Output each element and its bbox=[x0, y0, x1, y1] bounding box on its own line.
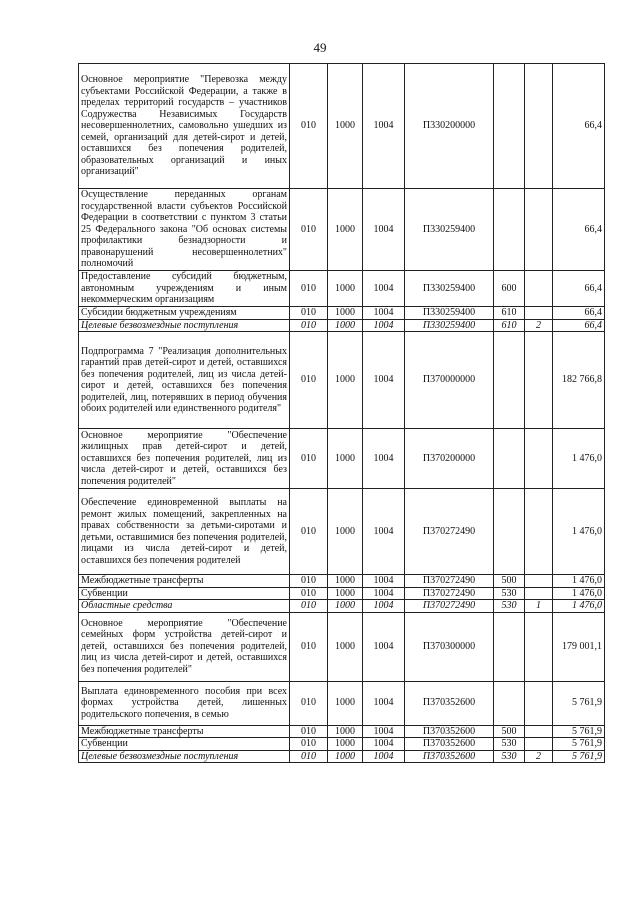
row-expense-type: 500 bbox=[494, 725, 525, 738]
row-amount: 1 476,0 bbox=[553, 489, 605, 575]
table-row bbox=[79, 575, 605, 588]
row-subitem: 1004 bbox=[363, 307, 405, 320]
row-expense-type: 600 bbox=[494, 271, 525, 307]
row-amount: 66,4 bbox=[553, 189, 605, 271]
row-expense-type bbox=[494, 489, 525, 575]
row-target-article: П370272490 bbox=[405, 600, 494, 613]
row-funding-source bbox=[525, 429, 553, 489]
row-section: 010 bbox=[290, 319, 328, 332]
table-row bbox=[79, 489, 605, 575]
row-subsection: 1000 bbox=[328, 429, 363, 489]
row-expense-type bbox=[494, 681, 525, 725]
row-subsection: 1000 bbox=[328, 681, 363, 725]
row-subitem: 1004 bbox=[363, 319, 405, 332]
budget-table-body bbox=[79, 64, 605, 763]
row-amount: 1 476,0 bbox=[553, 429, 605, 489]
row-expense-type: 500 bbox=[494, 575, 525, 588]
row-funding-source bbox=[525, 489, 553, 575]
row-target-article: П370352600 bbox=[405, 681, 494, 725]
row-expense-type: 530 bbox=[494, 600, 525, 613]
row-subitem: 1004 bbox=[363, 64, 405, 189]
page-number: 49 bbox=[313, 40, 327, 55]
row-name: Обеспечение единовременной выплаты на ремонт жилых помещений, закрепленных на правах собственности за детьми-сиротами и детьми, оставшимися без попечения родителей, лицами из числа детей-сирот и детей, оставшихся без попечения родителей bbox=[79, 489, 290, 575]
row-subsection: 1000 bbox=[328, 725, 363, 738]
row-target-article: П330259400 bbox=[405, 319, 494, 332]
table-row bbox=[79, 681, 605, 725]
row-name: Подпрограмма 7 "Реализация дополнительных гарантий прав детей-сирот и детей, оставшихся без попечения родителей, лиц из числа детей-сирот и детей, оставшихся без попечения родителей, лиц, потерявших в период обучения обоих родителей или единственного родителя" bbox=[79, 332, 290, 429]
row-target-article: П370300000 bbox=[405, 612, 494, 681]
table-row bbox=[79, 725, 605, 738]
row-section: 010 bbox=[290, 750, 328, 763]
row-name: Основное мероприятие "Перевозка между субъектами Российской Федерации, а также в пределах территорий государств – участников Содружества Независимых Государств несовершеннолетних, самовольно ушедших из семей, организаций для детей-сирот и детей, оставшихся без попечения родителей, образовательных организаций и иных организаций" bbox=[79, 64, 290, 189]
row-section: 010 bbox=[290, 725, 328, 738]
row-funding-source: 1 bbox=[525, 600, 553, 613]
table-row bbox=[79, 587, 605, 600]
row-subitem: 1004 bbox=[363, 725, 405, 738]
row-name: Субсидии бюджетным учреждениям bbox=[79, 307, 290, 320]
row-subsection: 1000 bbox=[328, 189, 363, 271]
row-funding-source bbox=[525, 332, 553, 429]
row-expense-type: 530 bbox=[494, 738, 525, 751]
row-name: Целевые безвозмездные поступления bbox=[79, 319, 290, 332]
row-section: 010 bbox=[290, 738, 328, 751]
table-row bbox=[79, 429, 605, 489]
row-subitem: 1004 bbox=[363, 600, 405, 613]
table-row bbox=[79, 612, 605, 681]
row-expense-type bbox=[494, 189, 525, 271]
row-subitem: 1004 bbox=[363, 332, 405, 429]
row-amount: 179 001,1 bbox=[553, 612, 605, 681]
row-subitem: 1004 bbox=[363, 750, 405, 763]
row-subsection: 1000 bbox=[328, 575, 363, 588]
row-subsection: 1000 bbox=[328, 64, 363, 189]
row-section: 010 bbox=[290, 271, 328, 307]
table-row bbox=[79, 64, 605, 189]
row-target-article: П370352600 bbox=[405, 738, 494, 751]
row-amount: 66,4 bbox=[553, 319, 605, 332]
row-target-article: П330200000 bbox=[405, 64, 494, 189]
row-amount: 1 476,0 bbox=[553, 600, 605, 613]
row-subitem: 1004 bbox=[363, 587, 405, 600]
row-subitem: 1004 bbox=[363, 189, 405, 271]
row-target-article: П370272490 bbox=[405, 575, 494, 588]
row-subitem: 1004 bbox=[363, 612, 405, 681]
row-section: 010 bbox=[290, 332, 328, 429]
row-subsection: 1000 bbox=[328, 332, 363, 429]
row-name: Субвенции bbox=[79, 738, 290, 751]
row-expense-type: 610 bbox=[494, 307, 525, 320]
table-row bbox=[79, 738, 605, 751]
row-funding-source: 2 bbox=[525, 319, 553, 332]
row-name: Осуществление переданных органам государственной власти субъектов Российской Федерации в соответствии с пунктом 3 статьи 25 Федерального закона "Об основах системы профилактики безнадзорности и правонарушений несовершеннолетних" полномочий bbox=[79, 189, 290, 271]
table-row bbox=[79, 332, 605, 429]
row-amount: 1 476,0 bbox=[553, 587, 605, 600]
row-section: 010 bbox=[290, 429, 328, 489]
row-name: Межбюджетные трансферты bbox=[79, 725, 290, 738]
row-section: 010 bbox=[290, 489, 328, 575]
row-name: Целевые безвозмездные поступления bbox=[79, 750, 290, 763]
row-target-article: П330259400 bbox=[405, 271, 494, 307]
row-section: 010 bbox=[290, 681, 328, 725]
row-expense-type: 610 bbox=[494, 319, 525, 332]
row-section: 010 bbox=[290, 307, 328, 320]
row-section: 010 bbox=[290, 189, 328, 271]
row-name: Выплата единовременного пособия при всех формах устройства детей, лишенных родительского попечения, в семью bbox=[79, 681, 290, 725]
table-row bbox=[79, 307, 605, 320]
row-expense-type bbox=[494, 612, 525, 681]
row-name: Межбюджетные трансферты bbox=[79, 575, 290, 588]
row-name: Основное мероприятие "Обеспечение жилищных прав детей-сирот и детей, оставшихся без попечения родителей, лиц из числа детей-сирот и детей, оставшихся без попечения родителей" bbox=[79, 429, 290, 489]
table-row bbox=[79, 600, 605, 613]
row-name: Основное мероприятие "Обеспечение семейных форм устройства детей-сирот и детей, оставшихся без попечения родителей, лиц из числа детей-сирот и детей, оставшихся без попечения родителей" bbox=[79, 612, 290, 681]
row-section: 010 bbox=[290, 600, 328, 613]
row-subitem: 1004 bbox=[363, 271, 405, 307]
row-expense-type: 530 bbox=[494, 587, 525, 600]
row-funding-source bbox=[525, 738, 553, 751]
row-subitem: 1004 bbox=[363, 489, 405, 575]
row-name: Областные средства bbox=[79, 600, 290, 613]
row-funding-source: 2 bbox=[525, 750, 553, 763]
table-row bbox=[79, 189, 605, 271]
row-target-article: П370272490 bbox=[405, 489, 494, 575]
row-funding-source bbox=[525, 64, 553, 189]
row-subitem: 1004 bbox=[363, 575, 405, 588]
row-funding-source bbox=[525, 681, 553, 725]
row-target-article: П370272490 bbox=[405, 587, 494, 600]
budget-table bbox=[78, 63, 605, 763]
row-name: Предоставление субсидий бюджетным, автономным учреждениям и иным некоммерческим организациям bbox=[79, 271, 290, 307]
row-amount: 182 766,8 bbox=[553, 332, 605, 429]
row-subsection: 1000 bbox=[328, 612, 363, 681]
row-amount: 66,4 bbox=[553, 307, 605, 320]
row-target-article: П330259400 bbox=[405, 189, 494, 271]
row-section: 010 bbox=[290, 575, 328, 588]
row-amount: 66,4 bbox=[553, 64, 605, 189]
row-subsection: 1000 bbox=[328, 750, 363, 763]
row-target-article: П370352600 bbox=[405, 750, 494, 763]
row-target-article: П370200000 bbox=[405, 429, 494, 489]
row-expense-type: 530 bbox=[494, 750, 525, 763]
row-funding-source bbox=[525, 612, 553, 681]
row-amount: 66,4 bbox=[553, 271, 605, 307]
row-target-article: П330259400 bbox=[405, 307, 494, 320]
table-row bbox=[79, 271, 605, 307]
row-amount: 5 761,9 bbox=[553, 750, 605, 763]
table-row bbox=[79, 319, 605, 332]
row-expense-type bbox=[494, 429, 525, 489]
row-section: 010 bbox=[290, 64, 328, 189]
row-target-article: П370352600 bbox=[405, 725, 494, 738]
row-subsection: 1000 bbox=[328, 738, 363, 751]
row-funding-source bbox=[525, 587, 553, 600]
row-target-article: П370000000 bbox=[405, 332, 494, 429]
row-funding-source bbox=[525, 271, 553, 307]
row-funding-source bbox=[525, 189, 553, 271]
row-subsection: 1000 bbox=[328, 307, 363, 320]
row-subitem: 1004 bbox=[363, 681, 405, 725]
row-subsection: 1000 bbox=[328, 600, 363, 613]
row-amount: 5 761,9 bbox=[553, 738, 605, 751]
row-expense-type bbox=[494, 64, 525, 189]
row-funding-source bbox=[525, 575, 553, 588]
row-amount: 1 476,0 bbox=[553, 575, 605, 588]
row-section: 010 bbox=[290, 587, 328, 600]
table-row bbox=[79, 750, 605, 763]
row-subsection: 1000 bbox=[328, 319, 363, 332]
row-name: Субвенции bbox=[79, 587, 290, 600]
row-funding-source bbox=[525, 725, 553, 738]
row-section: 010 bbox=[290, 612, 328, 681]
row-subitem: 1004 bbox=[363, 738, 405, 751]
row-subitem: 1004 bbox=[363, 429, 405, 489]
row-subsection: 1000 bbox=[328, 587, 363, 600]
row-amount: 5 761,9 bbox=[553, 725, 605, 738]
row-amount: 5 761,9 bbox=[553, 681, 605, 725]
row-subsection: 1000 bbox=[328, 271, 363, 307]
row-subsection: 1000 bbox=[328, 489, 363, 575]
row-funding-source bbox=[525, 307, 553, 320]
row-expense-type bbox=[494, 332, 525, 429]
